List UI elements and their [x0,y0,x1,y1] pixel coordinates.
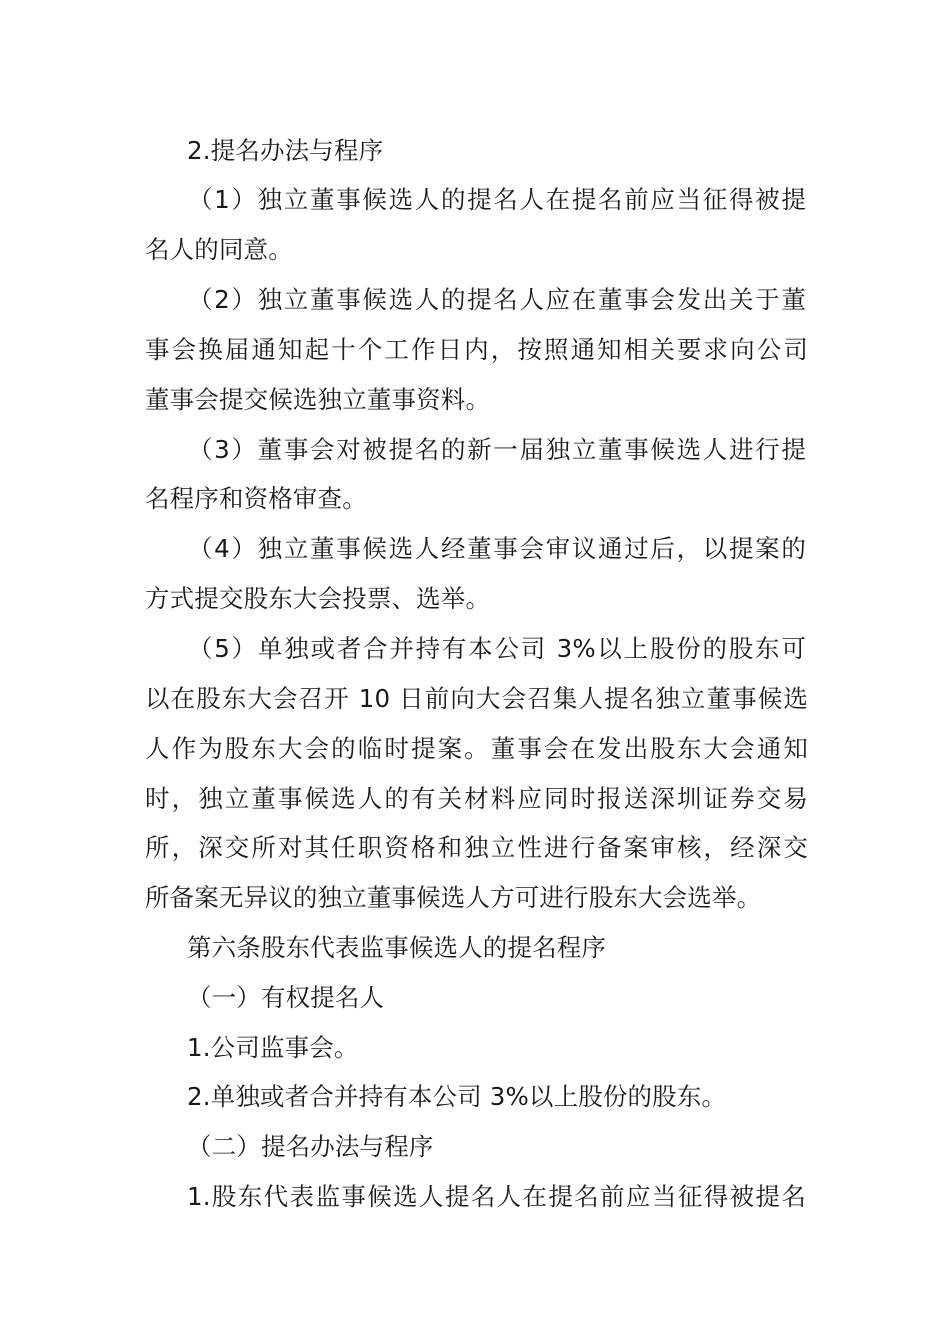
paragraph-line: 以在股东大会召开 10 日前向大会召集人提名独立董事候选 [145,684,808,713]
section-heading: （二）提名办法与程序 [187,1132,434,1161]
paragraph-line: （3）董事会对被提名的新一届独立董事候选人进行提 [188,435,806,464]
paragraph-line: 所备案无异议的独立董事候选人方可进行股东大会选举。 [145,883,762,912]
paragraph-line: 2.提名办法与程序 [187,136,384,165]
paragraph-line: 所，深交所对其任职资格和独立性进行备案审核，经深交 [145,833,808,862]
paragraph-line: 人作为股东大会的临时提案。董事会在发出股东大会通知 [145,734,808,763]
paragraph-line: （5）单独或者合并持有本公司 3%以上股份的股东可 [188,634,806,663]
paragraph-line: （1）独立董事候选人的提名人在提名前应当征得被提 [188,185,806,214]
paragraph-line: 方式提交股东大会投票、选举。 [145,584,491,613]
paragraph-line: （2）独立董事候选人的提名人应在董事会发出关于董 [188,285,806,314]
paragraph-line: 名程序和资格审查。 [145,484,367,513]
paragraph-line: （4）独立董事候选人经董事会审议通过后，以提案的 [188,534,806,563]
list-item: 1.公司监事会。 [187,1033,359,1062]
list-item: 1.股东代表监事候选人提名人在提名前应当征得被提名 [187,1182,806,1211]
paragraph-line: 名人的同意。 [145,235,293,264]
paragraph-line: 事会换届通知起十个工作日内，按照通知相关要求向公司 [145,335,808,364]
section-heading: （一）有权提名人 [187,983,385,1012]
article-heading: 第六条股东代表监事候选人的提名程序 [187,933,607,962]
list-item: 2.单独或者合并持有本公司 3%以上股份的股东。 [187,1082,727,1111]
paragraph-line: 时，独立董事候选人的有关材料应同时报送深圳证券交易 [145,784,808,813]
paragraph-line: 董事会提交候选独立董事资料。 [145,385,491,414]
